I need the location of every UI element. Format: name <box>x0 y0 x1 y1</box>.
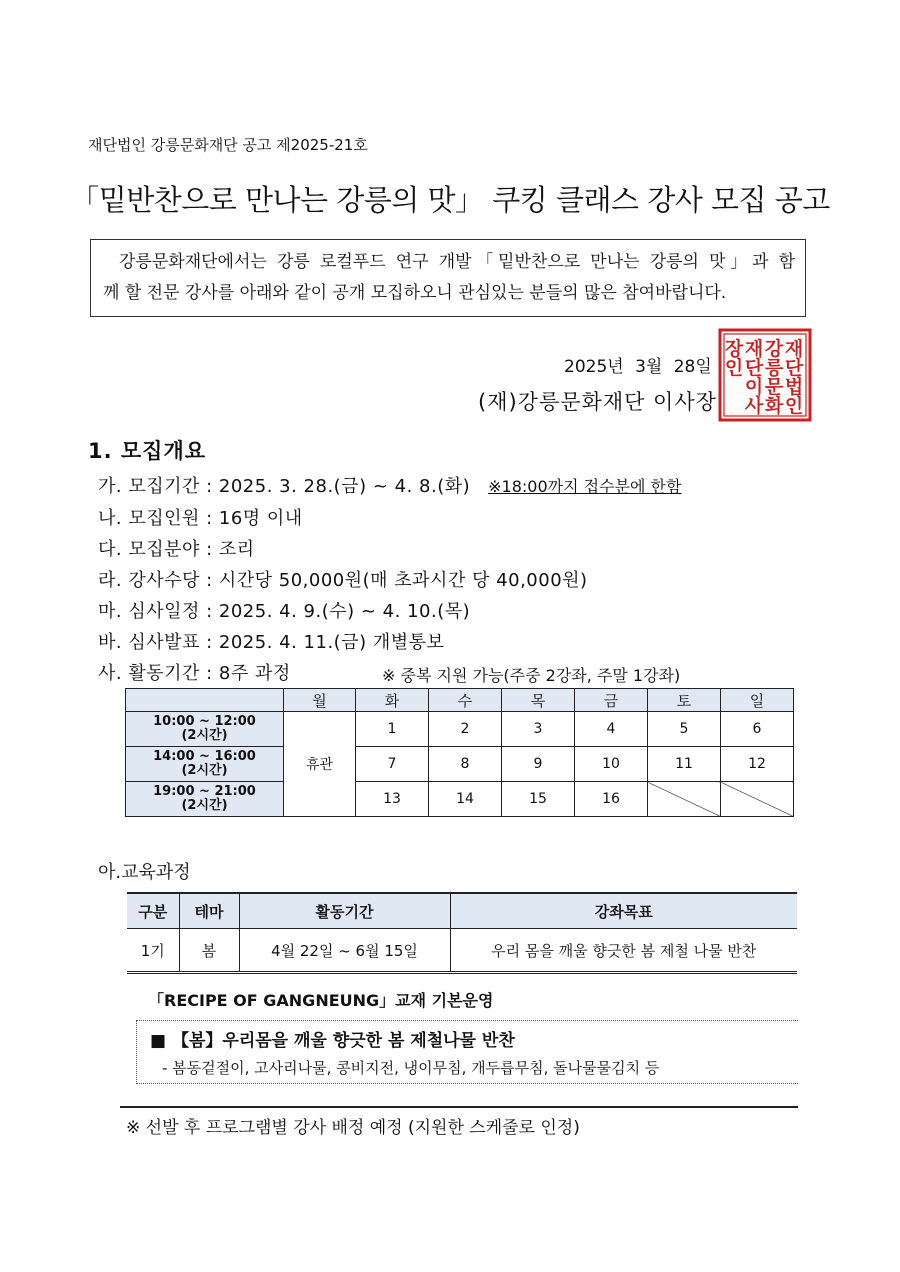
overview-item-field: 다. 모집분야 : 조리 <box>98 539 255 560</box>
seal-character: 장 <box>724 338 744 360</box>
closed-cell: 휴관 <box>284 712 356 817</box>
issuer-org: (재)강릉문화재단 이사장 <box>478 390 717 414</box>
class-number: 14 <box>429 782 502 817</box>
seal-character: 화 <box>764 395 784 417</box>
divider-line <box>120 1106 798 1108</box>
intro-line-2: 께 할 전문 강사를 아래와 같이 공개 모집하오니 관심있는 분들의 많은 참여바랍니다. <box>103 283 727 303</box>
seal-character: 사 <box>744 395 764 417</box>
class-number: 7 <box>356 747 429 782</box>
recipe-title: 「RECIPE OF GANGNEUNG」교재 기본운영 <box>148 991 494 1010</box>
seal-character: 문 <box>764 376 784 398</box>
overview-item-count: 나. 모집인원 : 16명 이내 <box>98 508 303 529</box>
class-number: 11 <box>648 747 721 782</box>
class-number: 2 <box>429 712 502 747</box>
course-cell: 1기 <box>127 929 179 973</box>
overview-item-review: 마. 심사일정 : 2025. 4. 9.(수) ~ 4. 10.(목) <box>98 601 471 622</box>
day-header: 토 <box>648 689 721 712</box>
recipe-items: - 봄동겉절이, 고사리나물, 콩비지전, 냉이무침, 개두릅무침, 돌나물물김치 등 <box>162 1059 660 1077</box>
seal-character: 단 <box>744 357 764 379</box>
class-number: 13 <box>356 782 429 817</box>
class-number: 9 <box>502 747 575 782</box>
day-header: 목 <box>502 689 575 712</box>
day-header: 일 <box>721 689 794 712</box>
deadline-note: ※18:00까지 접수분에 한함 <box>488 477 682 496</box>
time-range: 14:00 ~ 16:00 <box>153 749 256 764</box>
class-number: 5 <box>648 712 721 747</box>
seal-character: 단 <box>784 357 804 379</box>
education-label: 아.교육과정 <box>98 862 191 883</box>
course-table <box>127 892 797 974</box>
course-header: 강좌목표 <box>450 893 797 929</box>
seal-character: 강 <box>764 338 784 360</box>
time-slot <box>126 747 284 782</box>
class-number: 8 <box>429 747 502 782</box>
duplicate-note: ※ 중복 지원 가능(주중 2강좌, 주말 1강좌) <box>382 666 681 685</box>
overview-item-announce: 바. 심사발표 : 2025. 4. 11.(금) 개별통보 <box>98 632 445 653</box>
class-number: 3 <box>502 712 575 747</box>
empty-slot <box>648 782 721 817</box>
day-header: 월 <box>284 689 356 712</box>
course-cell: 봄 <box>179 929 239 973</box>
time-slot <box>126 782 284 817</box>
class-number: 12 <box>721 747 794 782</box>
time-slot <box>126 712 284 747</box>
notice-number: 재단법인 강릉문화재단 공고 제2025-21호 <box>88 136 368 154</box>
class-number: 6 <box>721 712 794 747</box>
time-duration: (2시간) <box>181 763 228 778</box>
section-title: 1. 모집개요 <box>88 439 207 463</box>
class-number: 1 <box>356 712 429 747</box>
official-seal <box>718 328 812 422</box>
header-corner-cell <box>126 689 284 712</box>
day-header: 금 <box>575 689 648 712</box>
class-number: 15 <box>502 782 575 817</box>
class-number: 10 <box>575 747 648 782</box>
course-header: 활동기간 <box>239 893 450 929</box>
overview-item-fee: 라. 강사수당 : 시간당 50,000원(매 초과시간 당 40,000원) <box>98 570 588 591</box>
seal-character: 재 <box>744 338 764 360</box>
class-number: 4 <box>575 712 648 747</box>
seal-character: 법 <box>784 376 804 398</box>
seal-character: 재 <box>784 338 804 360</box>
seal-character: 이 <box>744 376 764 398</box>
class-number: 16 <box>575 782 648 817</box>
footer-note: ※ 선발 후 프로그램별 강사 배정 예정 (지원한 스케줄로 인정) <box>126 1118 580 1138</box>
empty-slot <box>721 782 794 817</box>
overview-item-text: 가. 모집기간 : 2025. 3. 28.(금) ~ 4. 8.(화) <box>98 476 471 497</box>
day-header: 수 <box>429 689 502 712</box>
course-cell: 4월 22일 ~ 6월 15일 <box>239 929 450 973</box>
schedule-table <box>125 688 794 817</box>
time-range: 19:00 ~ 21:00 <box>153 784 256 799</box>
time-range: 10:00 ~ 12:00 <box>153 714 256 729</box>
seal-character: 인 <box>724 357 744 379</box>
seal-character: 릉 <box>764 357 784 379</box>
course-header: 구분 <box>127 893 179 929</box>
issue-date: 2025년 3월 28일 <box>564 357 712 377</box>
intro-line-1: 강릉문화재단에서는 강릉 로컬푸드 연구 개발「밑반찬으로 만나는 강릉의 맛」과 함 <box>119 252 795 272</box>
overview-item-period <box>98 472 681 498</box>
document-title: 「밑반찬으로 만나는 강릉의 맛」 쿠킹 클래스 강사 모집 공고 <box>70 183 830 217</box>
course-header: 테마 <box>179 893 239 929</box>
time-duration: (2시간) <box>181 798 228 813</box>
intro-box <box>90 239 806 317</box>
day-header: 화 <box>356 689 429 712</box>
course-cell: 우리 몸을 깨울 향긋한 봄 제철 나물 반찬 <box>450 929 797 973</box>
recipe-heading: ■ 【봄】우리몸을 깨울 향긋한 봄 제철나물 반찬 <box>150 1031 515 1051</box>
time-duration: (2시간) <box>181 728 228 743</box>
overview-item-activity: 사. 활동기간 : 8주 과정 <box>98 663 291 684</box>
seal-character: 인 <box>784 395 804 417</box>
